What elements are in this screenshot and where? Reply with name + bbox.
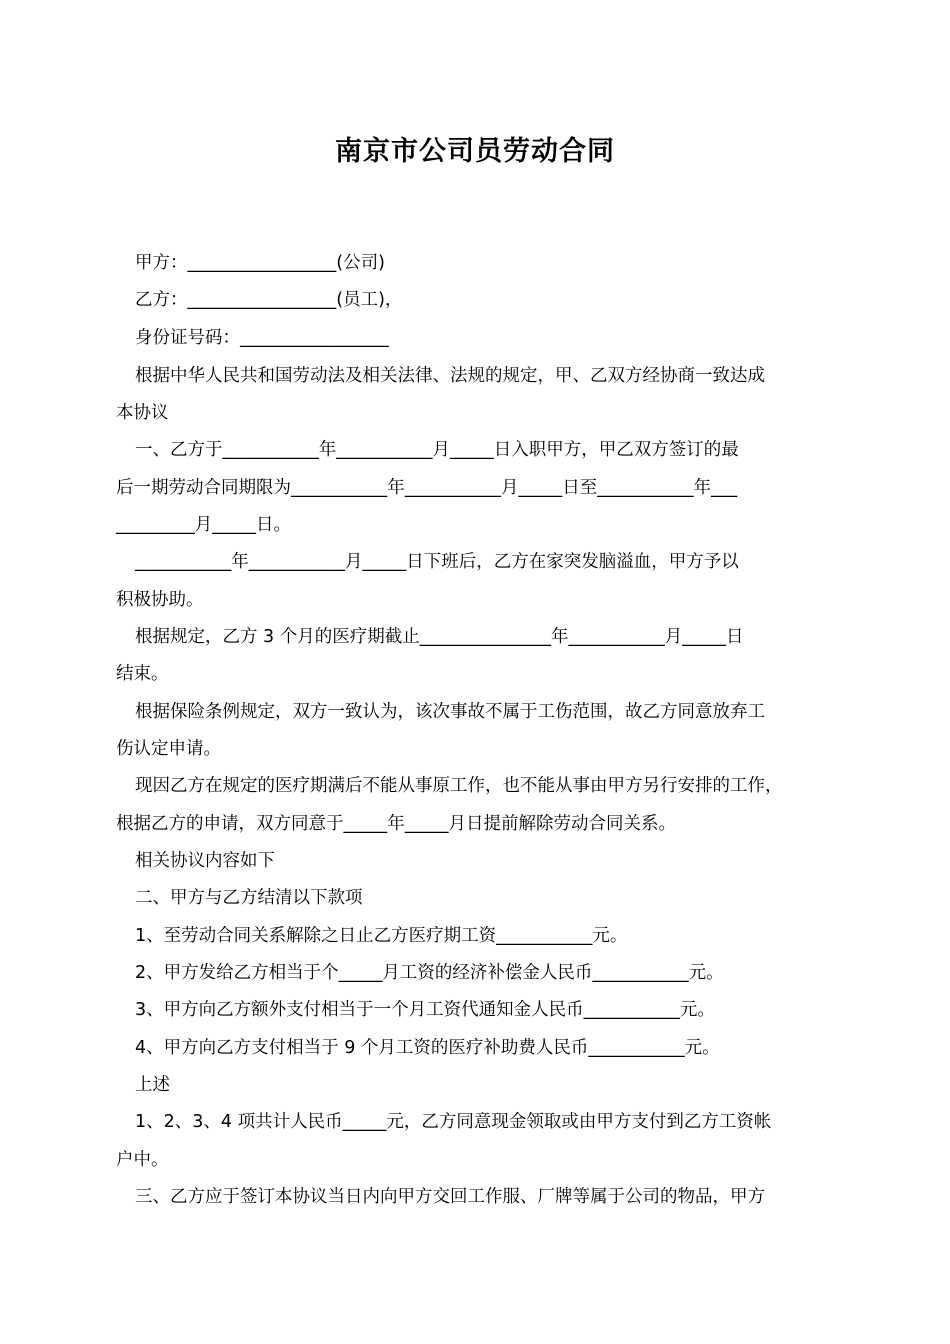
document-title: 南京市公司员劳动合同 bbox=[335, 136, 615, 167]
clause-two-heading: 二、甲方与乙方结清以下款项 bbox=[135, 888, 363, 908]
party-a-line: 甲方：_________________(公司) bbox=[135, 253, 385, 273]
paragraph-line: 上述 bbox=[135, 1075, 170, 1095]
paragraph-line: 结束。 bbox=[116, 664, 169, 684]
paragraph-line: 相关协议内容如下 bbox=[135, 851, 275, 871]
paragraph-line: 现因乙方在规定的医疗期满后不能从事原工作，也不能从事由甲方另行安排的工作， bbox=[135, 776, 783, 796]
paragraph-line: 户中。 bbox=[116, 1150, 169, 1170]
paragraph-line: 根据保险条例规定，双方一致认为，该次事故不属于工伤范围，故乙方同意放弃工 bbox=[135, 702, 765, 722]
paragraph-line: 后一期劳动合同期限为___________年___________月_____日至___________年___ bbox=[116, 478, 738, 498]
paragraph-line: 伤认定申请。 bbox=[116, 739, 221, 759]
paragraph-line: 本协议 bbox=[116, 403, 169, 423]
list-item: 3、甲方向乙方额外支付相当于一个月工资代通知金人民币___________元。 bbox=[135, 1000, 715, 1020]
list-item: 2、甲方发给乙方相当于个_____月工资的经济补偿金人民币___________元。 bbox=[135, 963, 724, 983]
paragraph-line: _________月_____日。 bbox=[116, 515, 291, 535]
paragraph-line: 1、2、3、4 项共计人民币_____元，乙方同意现金领取或由甲方支付到乙方工资帐 bbox=[135, 1112, 772, 1132]
paragraph-line: 根据中华人民共和国劳动法及相关法律、法规的规定，甲、乙双方经协商一致达成 bbox=[135, 366, 765, 386]
paragraph-line: 积极协助。 bbox=[116, 590, 204, 610]
clause-three-line: 三、乙方应于签订本协议当日内向甲方交回工作服、厂牌等属于公司的物品，甲方 bbox=[135, 1187, 765, 1207]
id-number-line: 身份证号码：_________________ bbox=[135, 328, 389, 348]
list-item: 4、甲方向乙方支付相当于 9 个月工资的医疗补助费人民币___________元。 bbox=[135, 1038, 720, 1058]
paragraph-line: 根据规定，乙方 3 个月的医疗期截止_______________年___________月_____日 bbox=[135, 627, 744, 647]
paragraph-line: 根据乙方的申请，双方同意于_____年_____月日提前解除劳动合同关系。 bbox=[116, 814, 676, 834]
clause-one-line: 一、乙方于___________年___________月_____日入职甲方，甲乙双方签订的最 bbox=[135, 440, 739, 460]
paragraph-line: ___________年___________月_____日下班后，乙方在家突发脑溢血，甲方予以 bbox=[135, 552, 739, 572]
party-b-line: 乙方：_________________(员工)， bbox=[135, 290, 403, 310]
list-item: 1、至劳动合同关系解除之日止乙方医疗期工资___________元。 bbox=[135, 926, 628, 946]
